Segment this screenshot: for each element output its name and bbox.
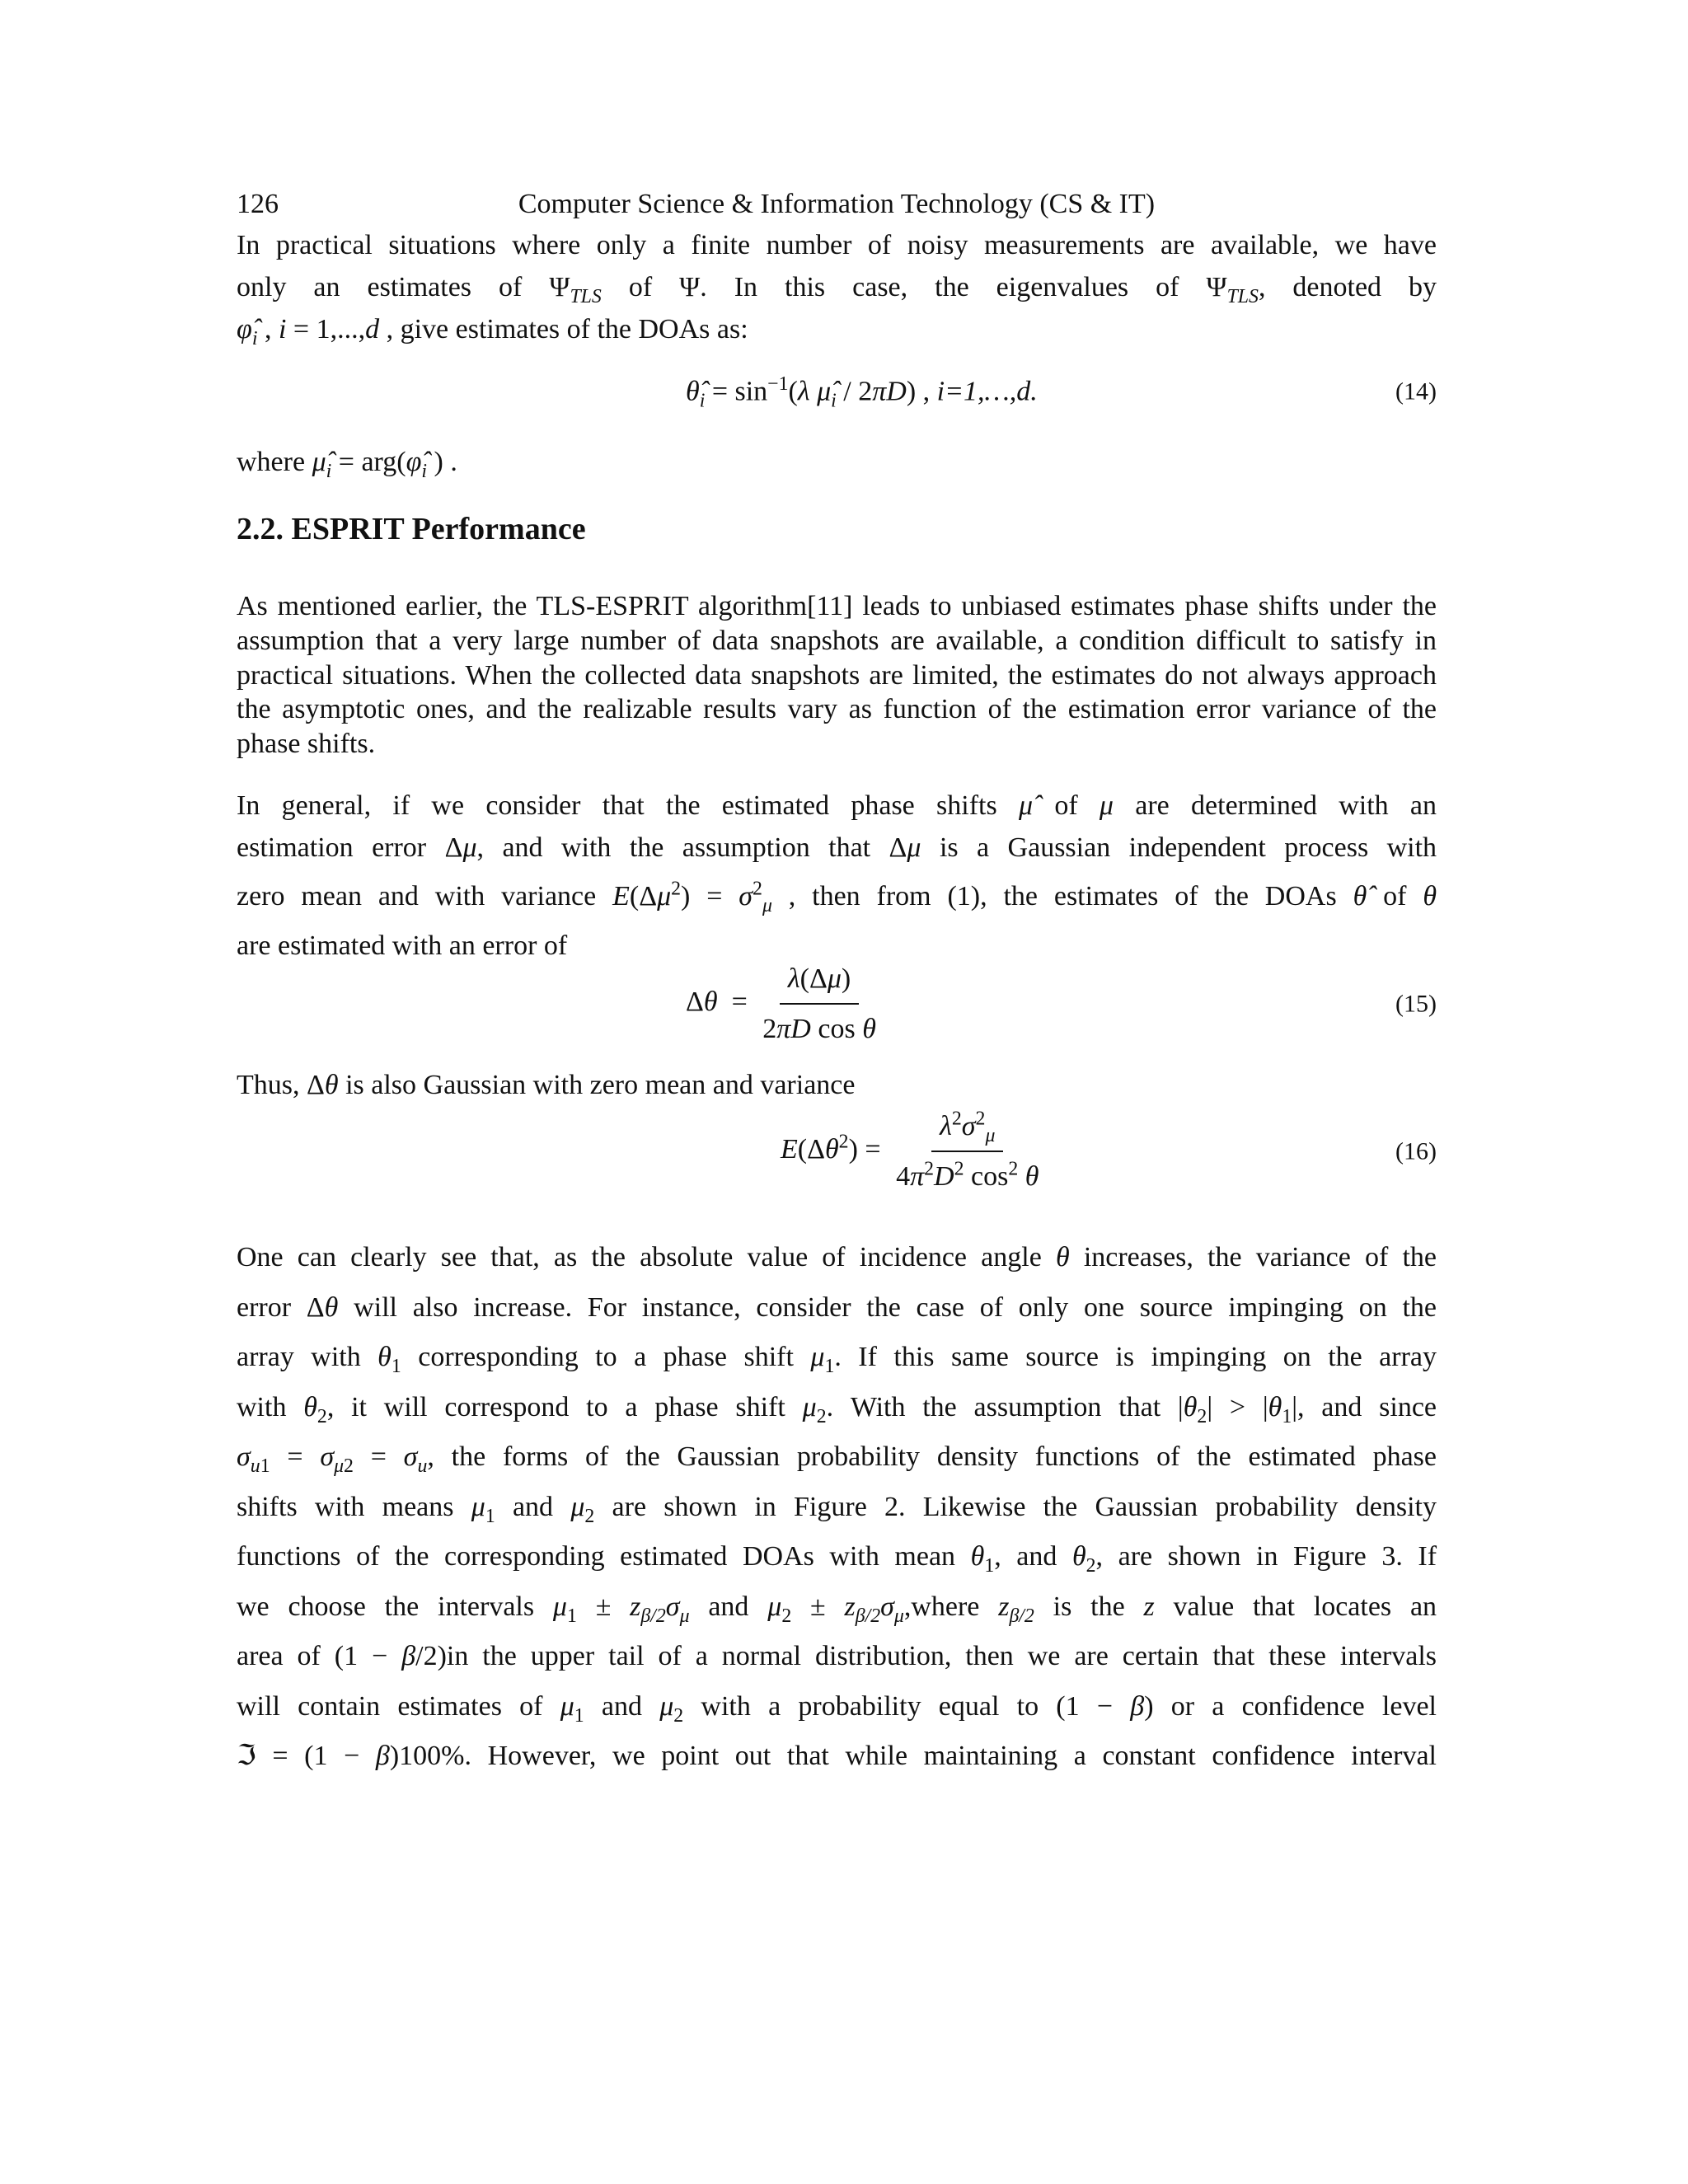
equation-14: $\thetâ_i = \sin^{-1}(\lambda$ $\mû_i / 2\pi D$) , i=1,…,d. (14) xyxy=(686,373,1437,412)
paragraph-3: One can clearly see that, as the absolute value of incidence angle θ increases, the variance of the error Δθ will also increase. For instance, consider the case of only one source impinging on the array with $\theta_1$ corresponding to a phase shift $\mu_1$. If this same source is impinging on the array with $\theta_2$, it will correspond to a phase shift $\mu_2$. With the assumption that $|\theta_2| > |\theta_1|$, and since $\sigma_{u1} = \sigma_{\mu 2} = \sigma_u$, the forms of the Gaussian probability density functions of the estimated phase shifts with means $\mu_1$ and $\mu_2$ are shown in Figure 2. Likewise the Gaussian probability density functions of the corresponding estimated DOAs with mean $\theta_1$, and $\theta_2$, are shown in Figure 3. If we choose the intervals $\mu_1 \pm z_{\beta/2}\sigma_\mu$ and $\mu_2$ ± $z_{\beta/2}\sigma_\mu,where$ $z_{\beta/2}$ is the z value that locates an area of (1 − β/2)in the upper tail of a normal distribution, then we are certain that these intervals will contain estimates of $\mu_1$ and $\mu_2$ with a probability equal to (1 − β) or a confidence level ℑ = (1 − β)100%. However, we point out that while maintaining a constant confidence interval xyxy=(237,1242,1437,1772)
equation-16: $E(\Delta\theta^2)$ = $\frac{\lambda^2\sigma^2_\mu}{4\pi^2D^2 \cos^2 \theta}$ (16) xyxy=(237,1106,1437,1197)
equation-number-16: (16) xyxy=(1395,1137,1437,1165)
paragraph-1: As mentioned earlier, the TLS-ESPRIT algorithm[11] leads to unbiased estimates phase shifts under the assumption that a very large number of data snapshots are available, a condition difficult to satisfy in practical situations. When the collected data snapshots are limited, the estimates do not always approach the asymptotic ones, and the realizable results vary as function of the estimation error variance of the phase shifts. xyxy=(237,591,1437,760)
intro-line-3: $\varphî_i$ , i = 1,...,d , give estimates of the DOAs as: xyxy=(237,314,748,349)
where-line: where $\mû_i$ = $arg(\varphî_i$ ) . xyxy=(237,447,457,482)
equation-number-15: (15) xyxy=(1395,990,1437,1018)
intro-line-2: only an estimates of $\Psi_{TLS}$ of Ψ. In this case, the eigenvalues of $\Psi_{TLS}$, denoted by xyxy=(237,272,1437,307)
section-heading: 2.2. ESPRIT Performance xyxy=(237,512,586,546)
page-number: 126 xyxy=(237,189,279,219)
equation-number-14: (14) xyxy=(1395,377,1437,405)
running-title: Computer Science & Information Technology (CS & IT) xyxy=(518,189,1156,219)
thus-line: Thus, Δθ is also Gaussian with zero mean and variance xyxy=(237,1070,856,1101)
para2-line-3: zero mean and with variance $E(\Delta\mu^2) = \sigma^2_\mu$ , then from (1), the estimates of the DOAs θ̂ of θ xyxy=(237,878,1437,916)
equation-15: Δθ = $\frac{\lambda(\Delta\mu)}{\text{2πD cos θ}}$ (15) xyxy=(237,967,1437,1041)
para2-line-2: estimation error Δμ, and with the assumption that Δμ is a Gaussian independent process with xyxy=(237,832,1437,864)
para2-line-4: are estimated with an error of xyxy=(237,930,568,962)
page-header xyxy=(237,183,1437,224)
page-content xyxy=(237,183,1437,1782)
intro-line-1: In practical situations where only a finite number of noisy measurements are available, we have xyxy=(237,230,1437,260)
para2-line-1: In general, if we consider that the estimated phase shifts μ̂ of μ are determined with an xyxy=(237,790,1437,822)
